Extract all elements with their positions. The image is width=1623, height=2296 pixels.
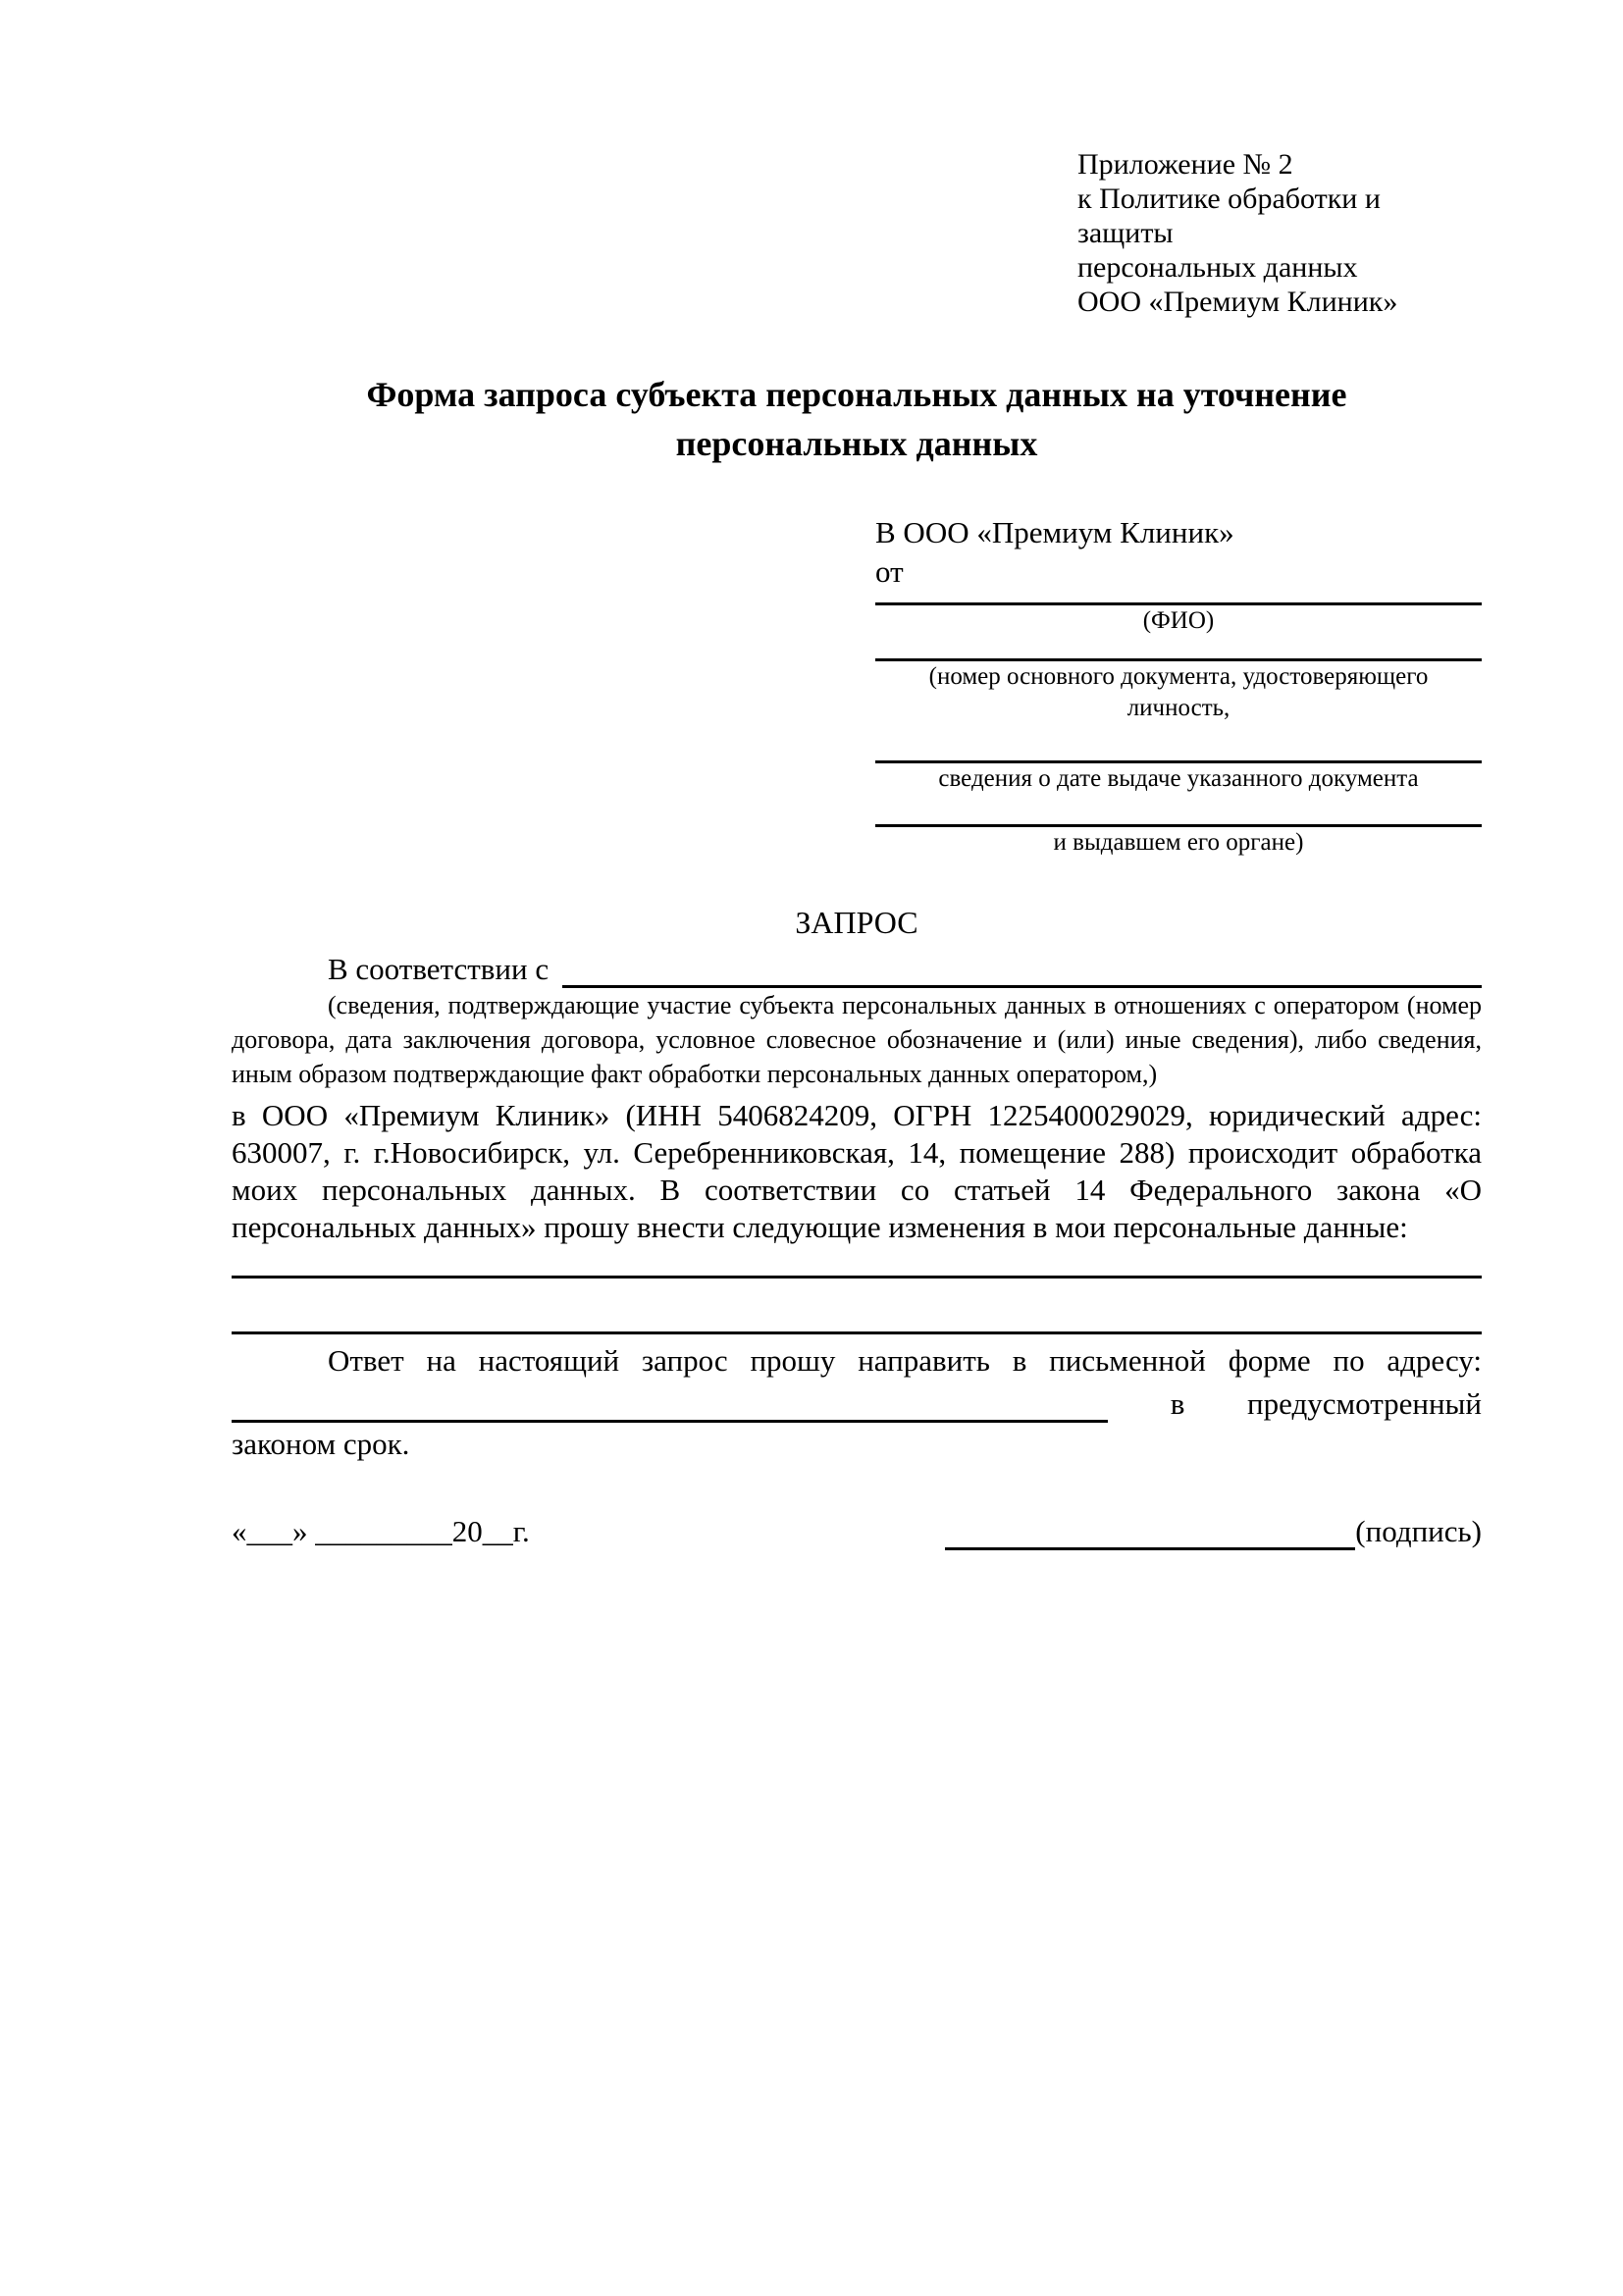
date-signature-row <box>232 1513 1482 1550</box>
date-blank: «___» _________20__г. <box>232 1514 530 1548</box>
changes-blank-line-1 <box>232 1276 1482 1278</box>
id-doc-blank-line <box>875 637 1482 661</box>
fio-caption: (ФИО) <box>1142 607 1215 634</box>
accordance-blank-line <box>562 952 1482 988</box>
reply-word-in: в <box>1170 1386 1185 1421</box>
accordance-note: (сведения, подтверждающие участие субъекта персональных данных в отношениях с оператором (номер договора, дата заключения договора, условное словесное обозначение и (или) иные сведения), либо сведения, иным образом подтверждающие факт обработки персональных данных оператором,) <box>232 991 1482 1088</box>
reply-address-row <box>232 1380 1482 1423</box>
reply-word-prescribed: предусмотренный <box>1247 1386 1482 1421</box>
page-title: Форма запроса субъекта персональных данных на уточнение персональных данных <box>366 375 1347 463</box>
addressee-from-label: от <box>875 554 904 589</box>
addressee-to: В ООО «Премиум Клиник» <box>875 515 1234 549</box>
reply-sentence: Ответ на настоящий запрос прошу направить в письменной форме по адресу: <box>328 1343 1482 1378</box>
signature-blank-line <box>945 1514 1355 1550</box>
appendix-line-1: Приложение № 2 <box>1077 148 1293 181</box>
fio-blank-line <box>875 592 1482 605</box>
reply-closing: законом срок. <box>232 1427 410 1461</box>
addressee-block <box>875 513 1482 859</box>
issue-date-caption: сведения о дате выдаче указанного документа <box>938 765 1419 792</box>
appendix-line-4: ООО «Премиум Клиник» <box>1077 286 1398 318</box>
signature-group <box>945 1513 1482 1550</box>
reply-address-blank-line <box>232 1386 1108 1423</box>
issuing-authority-caption: и выдавшем его органе) <box>1053 829 1304 856</box>
accordance-row <box>232 951 1482 988</box>
request-body-paragraph: в ООО «Премиум Клиник» (ИНН 5406824209, ОГРН 1225400029029, юридический адрес: 630007, г. г.Новосибирск, ул. Серебренниковская, 14, помещение 288) происходит обработка моих персональных данных. В соответствии со статьей 14 Федерального закона «О персональных данных» прошу внести следующие изменения в мои персональные данные: <box>232 1098 1482 1244</box>
accordance-label: В соответствии с <box>328 952 550 986</box>
changes-blank-line-2 <box>232 1331 1482 1334</box>
appendix-block <box>1077 147 1482 319</box>
id-doc-caption: (номер основного документа, удостоверяющего личность, <box>928 663 1429 721</box>
appendix-line-3: персональных данных <box>1077 251 1358 284</box>
issuing-authority-blank-line <box>875 795 1482 827</box>
issue-date-blank-line <box>875 724 1482 763</box>
request-heading: ЗАПРОС <box>795 905 918 940</box>
signature-caption: (подпись) <box>1355 1514 1482 1548</box>
appendix-line-2: к Политике обработки и защиты <box>1077 183 1381 249</box>
